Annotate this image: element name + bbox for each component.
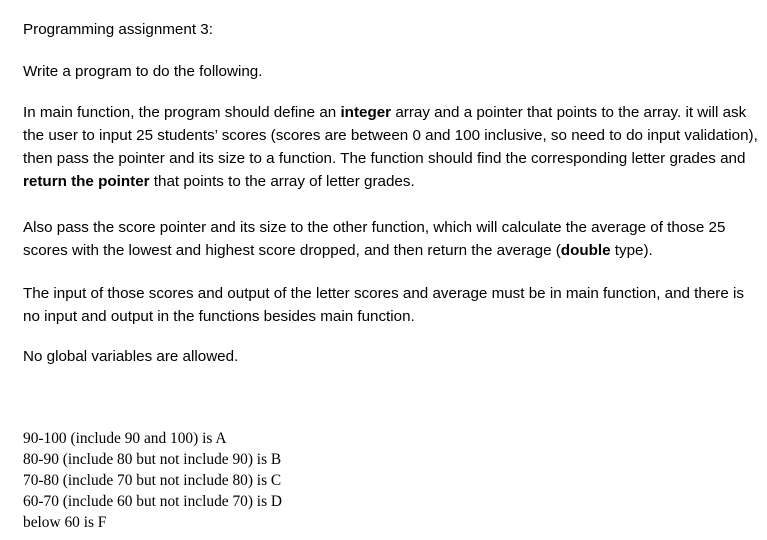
paragraph-text: that points to the array of letter grades. [149, 173, 415, 190]
paragraph-no-globals: No global variables are allowed. [23, 348, 239, 365]
grade-rule: 80-90 (include 80 but not include 90) is B [23, 451, 282, 468]
grade-rule: 60-70 (include 60 but not include 70) is D [23, 493, 283, 510]
paragraph-text: In main function, the program should define an [23, 104, 341, 121]
paragraph-io-requirement: The input of those scores and output of the letter scores and average must be in main function, and there is no input and output in the functions besides main function. [23, 285, 744, 325]
paragraph-text: type). [610, 242, 653, 259]
bold-term-integer: integer [340, 104, 392, 121]
bold-term-double: double [560, 242, 611, 259]
paragraph-average-function [23, 216, 758, 262]
grade-rule: 90-100 (include 90 and 100) is A [23, 430, 227, 447]
assignment-intro: Write a program to do the following. [23, 63, 263, 80]
paragraph-main-function [23, 101, 758, 193]
paragraph-text: array and a pointer that points to the array. it will ask the user to input 25 students’ scores (scores are between 0 and 100 inclusive, so need to do input validation), then pass the pointer and its size to a function. The function should find the corresponding letter grades and [23, 104, 758, 167]
grade-rule: 70-80 (include 70 but not include 80) is C [23, 472, 282, 489]
assignment-title: Programming assignment 3: [23, 21, 213, 38]
grade-rule: below 60 is F [23, 514, 107, 531]
paragraph-text: Also pass the score pointer and its size to the other function, which will calculate the average of those 25 scores with the lowest and highest score dropped, and then return the average ( [23, 219, 726, 259]
bold-term-return-pointer: return the pointer [23, 173, 150, 190]
grade-rules-list [23, 428, 282, 533]
